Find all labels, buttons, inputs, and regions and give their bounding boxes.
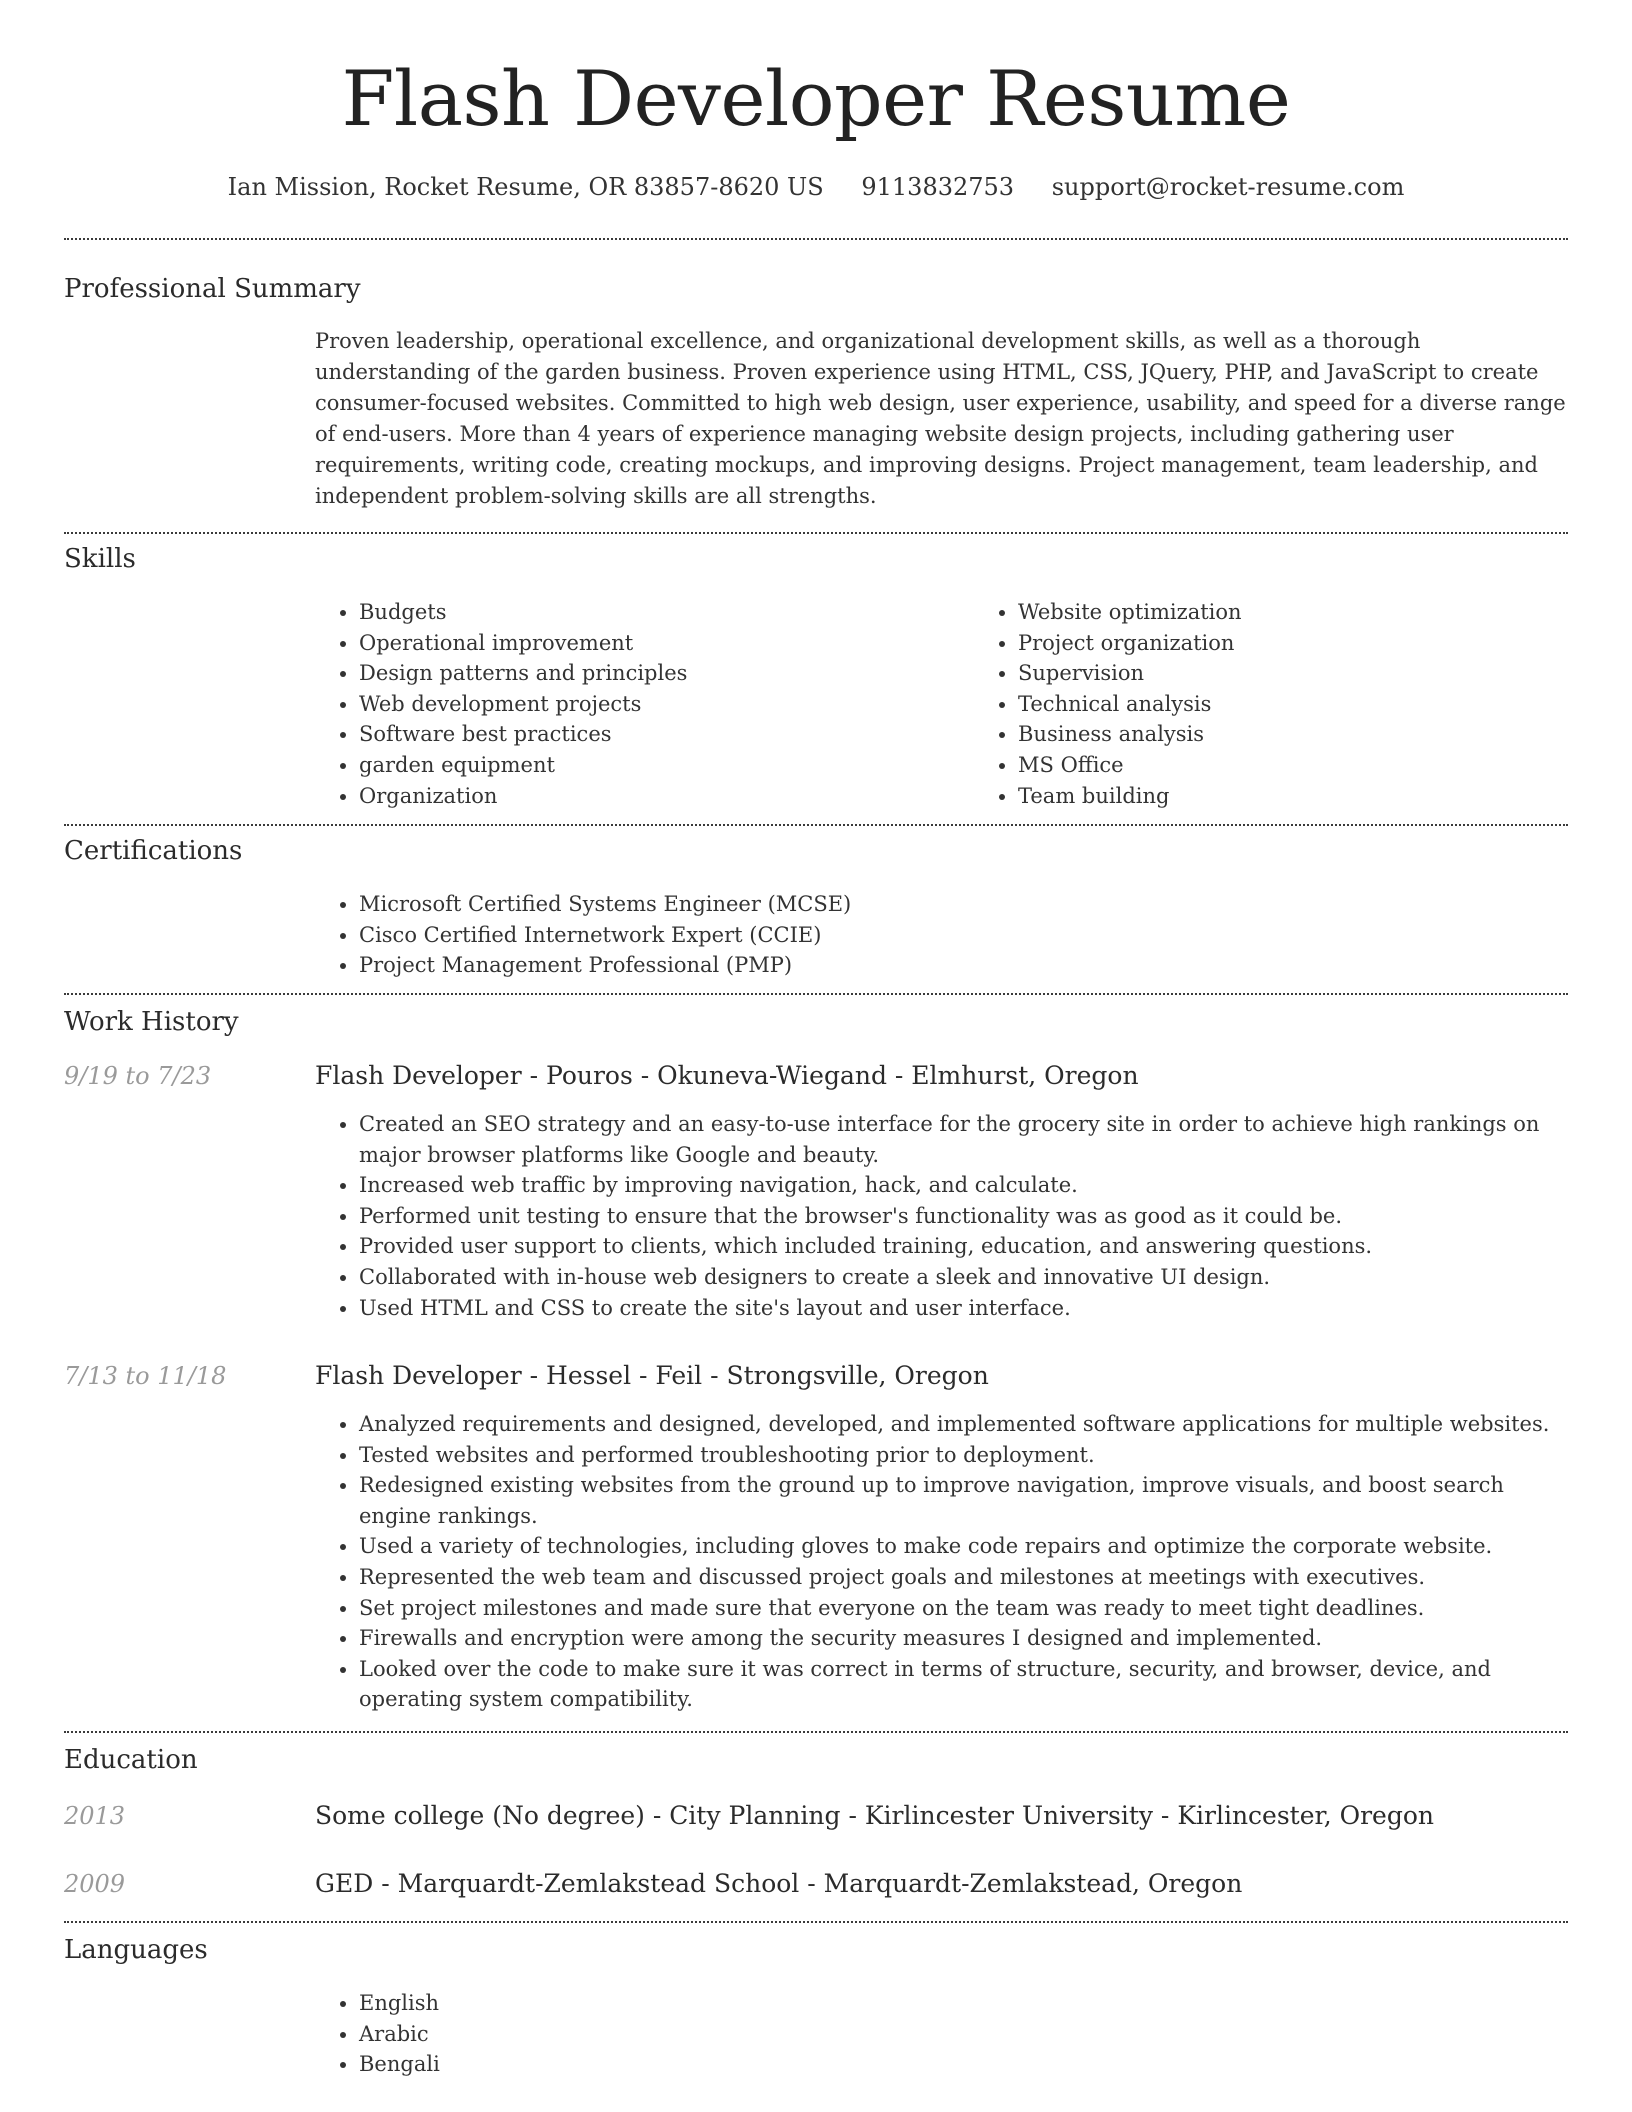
skills-section xyxy=(64,534,1568,811)
job-bullet: • Collaborated with in-house web designers to create a sleek and innovative UI design. xyxy=(359,1262,1568,1293)
certification-item: • Cisco Certified Internetwork Expert (CCIE) xyxy=(359,920,1568,951)
job-bullet: • Tested websites and performed troubleshooting prior to deployment. xyxy=(359,1440,1568,1471)
certification-item: • Project Management Professional (PMP) xyxy=(359,950,1568,981)
skill-item: • Business analysis xyxy=(1018,719,1632,750)
education-year: 2009 xyxy=(64,1870,126,1899)
job-entry xyxy=(64,1361,1568,1715)
job-bullet: • Analyzed requirements and designed, developed, and implemented software applications for multiple websites. xyxy=(359,1409,1568,1440)
job-bullet: • Provided user support to clients, which included training, education, and answering questions. xyxy=(359,1231,1568,1262)
page-title: Flash Developer Resume xyxy=(341,54,1291,143)
work-history-heading: Work History xyxy=(64,1006,239,1037)
job-title: Flash Developer - Pouros - Okuneva-Wiegand - Elmhurst, Oregon xyxy=(315,1060,1139,1090)
skill-item: • Design patterns and principles xyxy=(359,658,974,689)
job-bullet: • Looked over the code to make sure it was correct in terms of structure, security, and browser, device, and operating system compatibility. xyxy=(359,1654,1568,1715)
job-bullet: • Represented the web team and discussed project goals and milestones at meetings with executives. xyxy=(359,1562,1568,1593)
education-title: GED - Marquardt-Zemlakstead School - Marquardt-Zemlakstead, Oregon xyxy=(315,1869,1243,1899)
job-bullet: • Used a variety of technologies, including gloves to make code repairs and optimize the corporate website. xyxy=(359,1531,1568,1562)
job-dates: 9/19 to 7/23 xyxy=(64,1061,212,1090)
resume-page xyxy=(64,0,1568,2080)
job-dates: 7/13 to 11/18 xyxy=(64,1362,227,1391)
job-entry xyxy=(64,1061,1568,1323)
education-year: 2013 xyxy=(64,1802,126,1831)
certifications-section xyxy=(64,826,1568,981)
skill-item: • Organization xyxy=(359,781,974,812)
skill-item: • garden equipment xyxy=(359,750,974,781)
education-heading: Education xyxy=(64,1745,198,1776)
work-history-section xyxy=(64,995,1568,1715)
job-bullet: • Performed unit testing to ensure that the browser's functionality was as good as it could be. xyxy=(359,1201,1568,1232)
skills-heading: Skills xyxy=(64,544,136,574)
job-bullets xyxy=(315,1109,1568,1323)
skill-item: • Operational improvement xyxy=(359,628,974,659)
contact-phone: 9113832753 xyxy=(861,173,1015,201)
summary-heading: Professional Summary xyxy=(64,274,361,304)
skills-list-right xyxy=(974,597,1632,811)
contact-address: Ian Mission, Rocket Resume, OR 83857-8620 US xyxy=(227,173,824,201)
job-bullet: • Set project milestones and made sure that everyone on the team was ready to meet tight deadlines. xyxy=(359,1593,1568,1624)
contact-line xyxy=(64,170,1568,204)
language-item: • English xyxy=(359,1988,1568,2019)
skill-item: • Software best practices xyxy=(359,719,974,750)
skill-item: • Budgets xyxy=(359,597,974,628)
skill-item: • MS Office xyxy=(1018,750,1632,781)
job-bullet: • Firewalls and encryption were among the security measures I designed and implemented. xyxy=(359,1623,1568,1654)
education-section xyxy=(64,1733,1568,1899)
contact-email: support@rocket-resume.com xyxy=(1051,173,1405,201)
skill-item: • Web development projects xyxy=(359,689,974,720)
certification-item: • Microsoft Certified Systems Engineer (MCSE) xyxy=(359,889,1568,920)
language-item: • Arabic xyxy=(359,2019,1568,2050)
job-bullet: • Redesigned existing websites from the ground up to improve navigation, improve visuals, and boost search engine rankings. xyxy=(359,1470,1568,1531)
job-title: Flash Developer - Hessel - Feil - Strongsville, Oregon xyxy=(315,1361,989,1391)
language-item: • Bengali xyxy=(359,2049,1568,2080)
languages-section xyxy=(64,1923,1568,2080)
certifications-list xyxy=(315,889,1568,981)
summary-section xyxy=(64,240,1568,512)
skills-list-left xyxy=(315,597,974,811)
education-entry xyxy=(64,1869,1568,1899)
job-bullet: • Used HTML and CSS to create the site's layout and user interface. xyxy=(359,1293,1568,1324)
skill-item: • Project organization xyxy=(1018,628,1632,659)
skill-item: • Technical analysis xyxy=(1018,689,1632,720)
skill-item: • Supervision xyxy=(1018,658,1632,689)
certifications-heading: Certifications xyxy=(64,836,243,867)
summary-text: Proven leadership, operational excellence, and organizational development skills, as well as a thorough understanding of the garden business. Proven experience using HTML, CSS, JQuery, PHP, and JavaScript to create consumer-focused websites. Committed to high web design, user experience, usability, and speed for a diverse range of end-users. More than 4 years of experience managing website design projects, including gathering user requirements, writing code, creating mockups, and improving designs. Project management, team leadership, and independent problem-solving skills are all strengths. xyxy=(315,329,1566,508)
job-bullet: • Increased web traffic by improving navigation, hack, and calculate. xyxy=(359,1170,1568,1201)
job-bullet: • Created an SEO strategy and an easy-to-use interface for the grocery site in order to achieve high rankings on major browser platforms like Google and beauty. xyxy=(359,1109,1568,1170)
education-title: Some college (No degree) - City Planning - Kirlincester University - Kirlincester, Oregon xyxy=(315,1801,1435,1831)
languages-list xyxy=(315,1988,1568,2080)
skill-item: • Website optimization xyxy=(1018,597,1632,628)
job-bullets xyxy=(315,1409,1568,1715)
education-entry xyxy=(64,1801,1568,1831)
languages-heading: Languages xyxy=(64,1935,208,1966)
skill-item: • Team building xyxy=(1018,781,1632,812)
